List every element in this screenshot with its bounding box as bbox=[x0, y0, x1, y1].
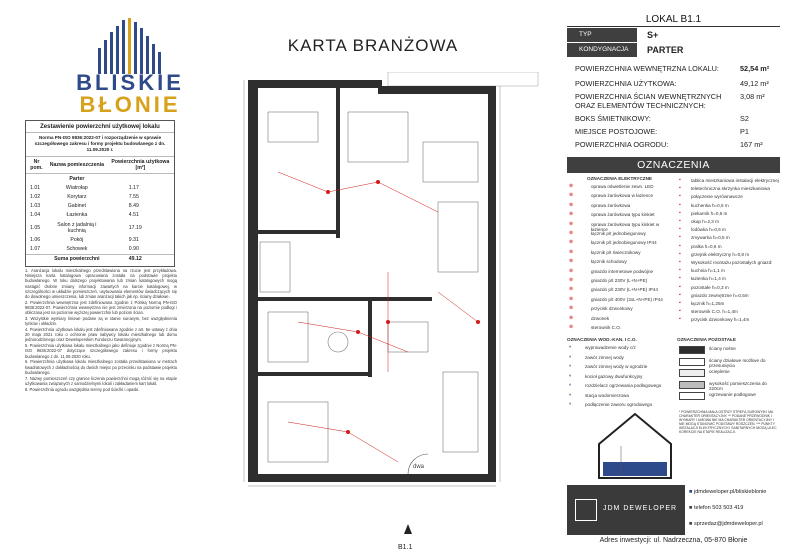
water-title: OZNACZENIA WOD.-KAN. I C.O. bbox=[567, 337, 637, 342]
electric-symbol-icon: ⊗ bbox=[569, 230, 574, 236]
row-name: Wiatrołap bbox=[65, 184, 88, 191]
address: Adres inwestycji: ul. Nadrzeczna, 05-870 Błonie bbox=[599, 537, 748, 544]
typ-value: S+ bbox=[647, 30, 659, 40]
electric-symbol-icon: ⊗ bbox=[569, 267, 574, 274]
water-symbol-icon: ◐ bbox=[569, 391, 573, 398]
appliance-symbol-icon: ▪ bbox=[679, 308, 681, 315]
col-nr: Nr pom. bbox=[26, 157, 47, 174]
electric-symbol-icon: ⊗ bbox=[569, 305, 574, 312]
legend-item: połączenie wyrównawcze bbox=[691, 194, 743, 200]
legend-item: gniazdo internetowe podwójne bbox=[591, 268, 654, 274]
appliance-symbol-icon: ▪ bbox=[679, 209, 681, 216]
legend-item: rozdzielacz ogrzewania podłogowego bbox=[585, 383, 662, 388]
legend-item: kuchnia h=1,1 m bbox=[691, 268, 725, 274]
legend-item: łącznik p/t jednobiegunowy IP44 bbox=[591, 240, 657, 246]
table-row bbox=[26, 211, 174, 220]
legend-item: kocioł gazowy dwufunkcyjny bbox=[585, 373, 643, 379]
col-name: Nazwa pomieszczenia bbox=[47, 157, 107, 174]
lokal-title: LOKAL B1.1 bbox=[567, 12, 780, 27]
footer-facebook[interactable]: ■ jdmdeweloper.pl/bliskieblonie bbox=[689, 489, 767, 495]
row-nr: 1.03 bbox=[30, 203, 41, 210]
row-area: 9.31 bbox=[128, 236, 139, 243]
legend-item: łazienka h=1,4 m bbox=[691, 276, 726, 282]
phone-icon: ■ bbox=[689, 505, 693, 511]
logo-line1: BLISKIE bbox=[76, 70, 184, 95]
appliance-symbol-icon: ▪ bbox=[679, 234, 681, 241]
row-nr: 1.01 bbox=[30, 184, 41, 191]
note-paragraph: 4. Powierzchnia użytkowa lokalu jest zdefiniowana zgodnie z art. 5e ustawy z dnia 20 maja 2021 roku o ochronie praw nabywcy lokalu mieszkalnego lub domu jednorodzinnego oraz Deweloperskim Funduszu Gwarancyjnym. bbox=[25, 327, 177, 343]
notes bbox=[25, 268, 177, 558]
legend-item: zawór zimnej wody bbox=[585, 354, 624, 360]
table-row bbox=[26, 202, 174, 211]
table-row bbox=[26, 220, 174, 235]
note-paragraph: 2. Powierzchnia wewnętrzna jest zdefiniowana zgodnie z Polską Normą PN-ISO 9836:2022-07. Powierzchnia wewnętrzna nie jest zmierzona na poziomie podłogi i obliczana jest na poziomie wyższej powierzchni lub poziom ścian. bbox=[25, 299, 177, 316]
legend-item: pralka h=0,6 m bbox=[691, 243, 722, 249]
legend-item: wyprowadzenie wody c/z bbox=[585, 345, 636, 350]
electric-symbol-icon: ⊗ bbox=[569, 295, 574, 302]
footer-brand-box bbox=[567, 485, 685, 535]
row-area: 0.90 bbox=[128, 245, 139, 252]
electric-symbol-icon: ⊗ bbox=[569, 201, 574, 208]
facebook-icon: ■ bbox=[689, 489, 693, 495]
col-area: Powierzchnia użytkowa [m²] bbox=[107, 157, 174, 174]
legend-item: ogrzewanie podłogowe bbox=[709, 392, 756, 397]
legend-item: ściany nośne bbox=[709, 346, 736, 351]
note-paragraph: 5. Powierzchnia użytkowa lokalu mieszkalnego jako definiuje zgodnie z Normą PN-ISO 9836:2022-07 dotyczące szczegółowego zakresu i formy projektu budowlanego z dn. 11.09.2020 roku. bbox=[25, 343, 177, 359]
legend-item: pozostałe h=0,3 m bbox=[691, 284, 729, 290]
appliance-symbol-icon: ▪ bbox=[679, 275, 681, 282]
appliance-symbol-icon: ▪ bbox=[679, 316, 681, 323]
legend-item: gniazdo zewnętrzne h=0,5m bbox=[691, 292, 749, 298]
area-table bbox=[26, 157, 174, 264]
legend-item: oprawa żarówkowa bbox=[591, 202, 631, 208]
legend-item: łącznik p/t świecznikowy bbox=[591, 249, 641, 255]
appliance-symbol-icon: ▪ bbox=[679, 193, 681, 200]
electric-symbol-icon: ⊗ bbox=[569, 220, 574, 227]
row-area: 1.17 bbox=[128, 184, 139, 191]
legend-item: lodówka h=0,5 m bbox=[691, 227, 726, 233]
row-area: 7.55 bbox=[128, 193, 139, 200]
typ-row bbox=[567, 28, 780, 42]
sum-row bbox=[26, 254, 174, 264]
info-label: POWIERZCHNIA ŚCIAN WEWNĘTRZNYCH ORAZ ELEMENTÓW TECHNICZNYCH: bbox=[575, 92, 722, 110]
plan-title: KARTA BRANŻOWA bbox=[287, 36, 459, 55]
footer bbox=[567, 485, 780, 555]
water-symbol-icon: ◐ bbox=[569, 344, 573, 350]
legend-item: tablica mieszkaniowa instalacji elektrycznej bbox=[691, 178, 779, 183]
row-name: Pokój bbox=[70, 236, 84, 243]
legend-item: grzejnik elektryczny h=0,8 m bbox=[691, 251, 750, 257]
kond-value: PARTER bbox=[647, 45, 684, 55]
entry-arrow-icon bbox=[404, 524, 412, 534]
row-area: 4.51 bbox=[128, 212, 139, 219]
floor-label: Parter bbox=[69, 175, 85, 182]
note-paragraph: 1. Aranżacja lokalu mieszkalnego przedstawiona na rzucie jest przykładowa. Niniejsza karta katalogowa opracowana została na podstawie projektu budowlanego. W toku dalszego projektowania lub zmian katalogowych mogą nastąpić drobne zmiany informacji zawartych na karcie katalogowej, w szczególności w układzie pomieszczeń, usytuowania elementów świadczących się do dowolnego umieszczenia, lub zmian aranżacji takich jak np. ściany działowe. bbox=[25, 268, 177, 300]
fill-swatch-icon bbox=[679, 369, 705, 377]
appliance-symbol-icon: ▪ bbox=[679, 201, 681, 208]
appliance-symbol-icon: ▪ bbox=[679, 177, 681, 183]
sum-label: Suma powierzchni bbox=[47, 254, 107, 264]
entry-label: dwa bbox=[413, 464, 425, 470]
legend-item: przycisk dzwonkowy bbox=[591, 306, 633, 312]
legend-item: zawór zimnej wody w ogrodzie bbox=[585, 364, 648, 369]
footer-phone[interactable]: ■ telefon 503 503 419 bbox=[689, 505, 744, 511]
note-paragraph: 8. Powierzchnia ogrodu uwzględnia tereny pod ścieżki i opaski. bbox=[25, 386, 140, 392]
legend-item: oprawa żarówkowa typu kinkiet bbox=[591, 212, 655, 218]
row-name: Łazienka bbox=[66, 212, 88, 219]
table-row bbox=[26, 244, 174, 254]
row-area: 8.49 bbox=[128, 203, 139, 210]
appliance-symbol-icon: ▪ bbox=[679, 185, 681, 192]
water-symbol-icon: ◐ bbox=[569, 382, 573, 388]
typ-label: TYP bbox=[567, 28, 637, 42]
electric-symbol-icon: ⊗ bbox=[569, 324, 574, 330]
legend-header: OZNACZENIA bbox=[567, 157, 780, 173]
info-label: MIEJSCE POSTOJOWE: bbox=[575, 127, 658, 136]
legend-item: przycisk dzwonkowy h=1,4m bbox=[691, 317, 750, 323]
row-nr: 1.05 bbox=[30, 224, 41, 231]
water-symbol-icon: ◐ bbox=[569, 353, 573, 360]
electric-title: OZNACZENIA ELEKTRYCZNE bbox=[587, 176, 652, 181]
info-value: 52,54 m² bbox=[740, 64, 770, 73]
row-nr: 1.06 bbox=[30, 236, 41, 243]
legend-item: łącznik h=1,25m bbox=[691, 301, 725, 306]
water-symbol-icon: ◐ bbox=[569, 363, 573, 369]
note-paragraph: 7. Nazwy pomieszczeń czy granice liczenia powierzchni mogą różnić się na etapie użytkowania związanych z samodzielnymi lokali i zakładaniem kart lokali. bbox=[25, 375, 177, 386]
row-name: Salon z jadalnią i kuchnią bbox=[57, 221, 97, 234]
electric-symbol-icon: ⊗ bbox=[569, 248, 574, 255]
mail-icon: ■ bbox=[689, 521, 693, 527]
area-table-title: Zestawienie powierzchni użytkowej lokalu bbox=[26, 121, 174, 133]
sum-value: 49.12 bbox=[107, 254, 174, 264]
appliance-symbol-icon: ▪ bbox=[679, 267, 681, 274]
legend-item: oprawa żarówkowa w łazience bbox=[591, 193, 654, 199]
electric-symbol-icon: ⊗ bbox=[569, 183, 574, 189]
fill-swatch-icon bbox=[679, 381, 705, 389]
row-name: Korytarz bbox=[67, 193, 87, 200]
legend-item: teletechniczna skrzynka mieszkaniowa bbox=[691, 186, 770, 192]
appliance-symbol-icon: ▪ bbox=[679, 300, 681, 306]
electric-symbol-icon: ⊗ bbox=[569, 314, 574, 321]
floor-plan bbox=[238, 72, 556, 558]
legend-item: gniazdo p/t 230V (L+N+PE) bbox=[591, 278, 648, 283]
logo-line2: BŁONIE bbox=[79, 92, 181, 117]
note-paragraph: 6. Powierzchnia użytkowa lokalu mieszkalnego została przedstawiona w metrach kwadratowych z dokładnością do dwóch miejsc po przecinku na podstawie projektu budowlanego. bbox=[25, 359, 177, 375]
other-title: OZNACZENIA POZOSTAŁE bbox=[677, 337, 736, 342]
fill-swatch-icon bbox=[679, 392, 705, 400]
row-area: 17.19 bbox=[128, 224, 142, 231]
legend-item: piekarnik h=0,5 m bbox=[691, 210, 728, 216]
row-nr: 1.02 bbox=[30, 193, 41, 200]
legend-item: Wysokość montażu pozostałych gniazd: bbox=[691, 260, 773, 265]
footer-email[interactable]: ■ sprzedaz@jdmdeweloper.pl bbox=[689, 521, 763, 527]
legend-item: łącznik schodowy bbox=[591, 259, 627, 265]
legend-item: gniazdo p/t 230V (L+N+PE) IP44 bbox=[591, 287, 658, 293]
legend-item: sterownik C.O. h=1,4m bbox=[691, 309, 738, 315]
electric-symbol-icon: ⊗ bbox=[569, 192, 574, 199]
row-nr: 1.04 bbox=[30, 212, 41, 219]
fill-swatch-icon bbox=[679, 346, 705, 354]
section-drawing-icon bbox=[595, 410, 675, 482]
electric-symbol-icon: ⊗ bbox=[569, 239, 574, 246]
appliance-symbol-icon: ▪ bbox=[679, 218, 681, 224]
area-table-box bbox=[25, 120, 175, 267]
table-row bbox=[26, 183, 174, 192]
legend-item: dzwonek bbox=[591, 315, 610, 321]
legend-item: wysokość pomieszczenia do 220cm bbox=[709, 380, 767, 391]
info-label: POWIERZCHNIA OGRODU: bbox=[575, 140, 669, 149]
legend-item: oprawa żarówkowa typu kinkiet w łazience bbox=[591, 221, 660, 232]
appliance-symbol-icon: ▪ bbox=[679, 226, 681, 233]
info-label: BOKS ŚMIETNIKOWY: bbox=[575, 114, 651, 123]
appliance-symbol-icon: ▪ bbox=[679, 259, 681, 265]
fill-swatch-icon bbox=[679, 358, 705, 366]
section-notes: * POWIERZCHNIA MAŁA OSTRZY STREFĄ SUROWYM I MA CHARAKTER ORIENTACYJNY. ** PODANE PRZEWODNIK I WYMIARY I UMOWA NIE MA CHARAKTER ORIENTACYJNY I NIE MOGĄ STANOWIĆ PODSTAWY ROSZCZEŃ. *** PUNKTY INSTALACJI ELEKTRYCZNYCH I SANITARNYCH MOGĄ ULEC KOREKCIE NA ETAPIE REALIZACJI. bbox=[679, 410, 777, 435]
info-value: 167 m² bbox=[740, 140, 763, 149]
info-label: POWIERZCHNIA UŻYTKOWA: bbox=[575, 79, 677, 88]
electric-symbol-icon: ⊗ bbox=[569, 277, 574, 283]
electric-symbol-icon: ⊗ bbox=[569, 211, 574, 218]
legend-item: ściany działowe możliwe do przesunięcia bbox=[709, 357, 766, 368]
legend-item: podłączenie zaworu ogrodowego bbox=[585, 402, 653, 407]
water-symbol-icon: ◐ bbox=[569, 401, 573, 407]
electric-symbol-icon: ⊗ bbox=[569, 286, 574, 293]
info-value: P1 bbox=[740, 127, 749, 136]
appliance-symbol-icon: ▪ bbox=[679, 242, 681, 249]
row-name: Gabinet bbox=[67, 203, 86, 210]
area-table-norm: Norma PN-ISO 9836:2022-07 i rozporządzenie w sprawie szczegółowego zakresu i formy projektu budowlanego z dn. 11.09.2020 r. bbox=[26, 133, 174, 157]
footer-brand: JDM DEWELOPER bbox=[603, 505, 678, 512]
electric-symbol-icon: ⊗ bbox=[569, 258, 574, 265]
water-symbol-icon: ◐ bbox=[569, 372, 573, 379]
legend-item: zmywarka h=0,5 m bbox=[691, 235, 730, 241]
row-name: Schowek bbox=[66, 245, 88, 252]
logo bbox=[14, 12, 246, 117]
table-row bbox=[26, 235, 174, 244]
legend-item: sterownik C.O. bbox=[591, 325, 622, 330]
info-label: POWIERZCHNIA WEWNĘTRZNA LOKALU: bbox=[575, 64, 719, 73]
appliance-symbol-icon: ▪ bbox=[679, 250, 681, 257]
kond-row bbox=[567, 43, 780, 57]
note-paragraph: 3. Wszystkie wymiary liniowe podane są w stanie surowym, bez uwzględnienia tynków i okładzin. bbox=[25, 316, 177, 327]
kond-label: KONDYGNACJA bbox=[567, 43, 637, 57]
legend-item: ocieplenie bbox=[709, 369, 730, 374]
appliance-symbol-icon: ▪ bbox=[679, 283, 681, 290]
legend-item: kuchenka h=0,5 m bbox=[691, 202, 729, 208]
jdm-logo-icon bbox=[575, 499, 597, 521]
info-panel bbox=[567, 12, 780, 552]
info-value: 49,12 m² bbox=[740, 79, 769, 88]
legend-item: oprawa oświetlenie zewn. LED bbox=[591, 184, 654, 189]
legend-item: stacja wodomierzowa bbox=[585, 392, 629, 398]
lokal-mark: B1.1 bbox=[398, 544, 413, 551]
info-value: 3,08 m² bbox=[740, 92, 765, 101]
logo-bars-icon bbox=[90, 18, 170, 74]
row-nr: 1.07 bbox=[30, 245, 41, 252]
legend-item: okap h=2,3 m bbox=[691, 219, 719, 224]
info-value: S2 bbox=[740, 114, 749, 123]
legend-item: łącznik p/t jednobiegunowy bbox=[591, 231, 646, 236]
table-row bbox=[26, 192, 174, 201]
appliance-symbol-icon: ▪ bbox=[679, 291, 681, 298]
legend-item: gniazdo p/t 400V (3xL+N+PE) IP44 bbox=[591, 296, 663, 302]
